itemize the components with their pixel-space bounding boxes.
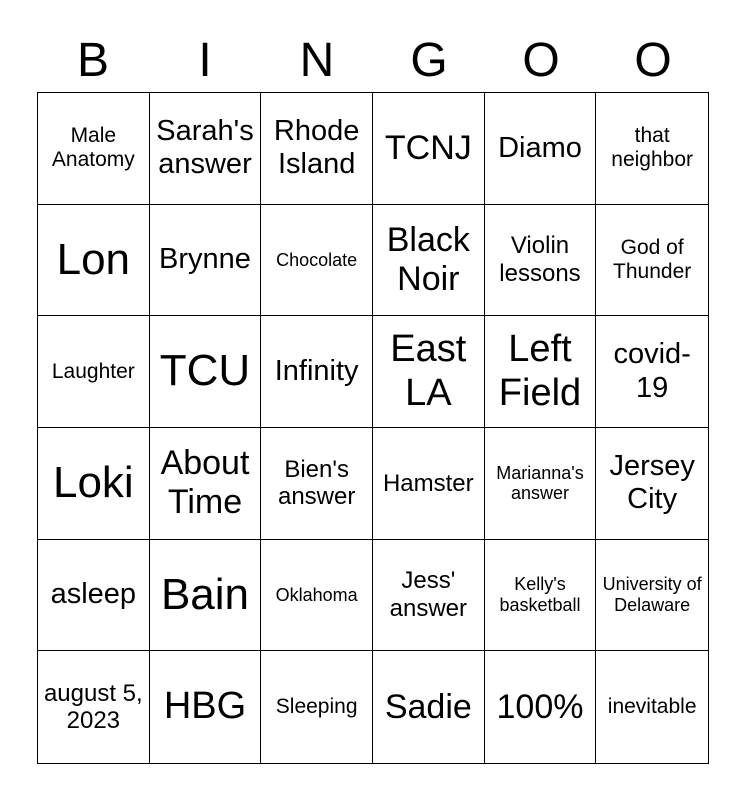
bingo-cell-r2c3[interactable]: Chocolate bbox=[261, 205, 373, 317]
header-letter-g: G bbox=[410, 34, 448, 87]
bingo-cell-r6c1[interactable]: august 5, 2023 bbox=[38, 651, 150, 763]
header-letter-o-2: O bbox=[634, 34, 672, 87]
bingo-cell-r5c6[interactable]: University of Delaware bbox=[596, 540, 708, 652]
bingo-header bbox=[37, 30, 709, 92]
bingo-cell-r6c3[interactable]: Sleeping bbox=[261, 651, 373, 763]
bingo-cell-r3c5[interactable]: Left Field bbox=[485, 316, 597, 428]
bingo-cell-r6c4[interactable]: Sadie bbox=[373, 651, 485, 763]
bingo-cell-r5c1[interactable]: asleep bbox=[38, 540, 150, 652]
header-letter-i: I bbox=[198, 34, 212, 87]
bingo-cell-r4c6[interactable]: Jersey City bbox=[596, 428, 708, 540]
bingo-cell-r3c6[interactable]: covid-19 bbox=[596, 316, 708, 428]
bingo-cell-r2c5[interactable]: Violin lessons bbox=[485, 205, 597, 317]
bingo-cell-r1c2[interactable]: Sarah's answer bbox=[150, 93, 262, 205]
bingo-board bbox=[37, 92, 709, 764]
bingo-cell-r5c2[interactable]: Bain bbox=[150, 540, 262, 652]
bingo-cell-r3c2[interactable]: TCU bbox=[150, 316, 262, 428]
bingo-cell-r6c5[interactable]: 100% bbox=[485, 651, 597, 763]
header-letter-o: O bbox=[522, 34, 560, 87]
header-letter-n: N bbox=[299, 34, 335, 87]
bingo-cell-r3c3[interactable]: Infinity bbox=[261, 316, 373, 428]
bingo-cell-r4c4[interactable]: Hamster bbox=[373, 428, 485, 540]
bingo-cell-r4c5[interactable]: Marianna's answer bbox=[485, 428, 597, 540]
bingo-cell-r2c6[interactable]: God of Thunder bbox=[596, 205, 708, 317]
bingo-cell-r1c5[interactable]: Diamo bbox=[485, 93, 597, 205]
bingo-cell-r2c4[interactable]: Black Noir bbox=[373, 205, 485, 317]
bingo-cell-r3c1[interactable]: Laughter bbox=[38, 316, 150, 428]
bingo-cell-r5c3[interactable]: Oklahoma bbox=[261, 540, 373, 652]
bingo-cell-r1c3[interactable]: Rhode Island bbox=[261, 93, 373, 205]
bingo-cell-r4c3[interactable]: Bien's answer bbox=[261, 428, 373, 540]
bingo-cell-r1c6[interactable]: that neighbor bbox=[596, 93, 708, 205]
bingo-cell-r5c4[interactable]: Jess' answer bbox=[373, 540, 485, 652]
bingo-cell-r5c5[interactable]: Kelly's basketball bbox=[485, 540, 597, 652]
bingo-cell-r4c1[interactable]: Loki bbox=[38, 428, 150, 540]
bingo-cell-r1c4[interactable]: TCNJ bbox=[373, 93, 485, 205]
bingo-cell-r2c2[interactable]: Brynne bbox=[150, 205, 262, 317]
bingo-cell-r6c6[interactable]: inevitable bbox=[607, 695, 697, 719]
bingo-cell-r6c2[interactable]: HBG bbox=[150, 651, 262, 763]
bingo-cell-r4c2[interactable]: About Time bbox=[150, 428, 262, 540]
bingo-cell-r3c4[interactable]: East LA bbox=[373, 316, 485, 428]
header-letter-b: B bbox=[76, 34, 109, 87]
bingo-cell-r2c1[interactable]: Lon bbox=[38, 205, 150, 317]
bingo-cell-r1c1[interactable]: Male Anatomy bbox=[38, 93, 150, 205]
